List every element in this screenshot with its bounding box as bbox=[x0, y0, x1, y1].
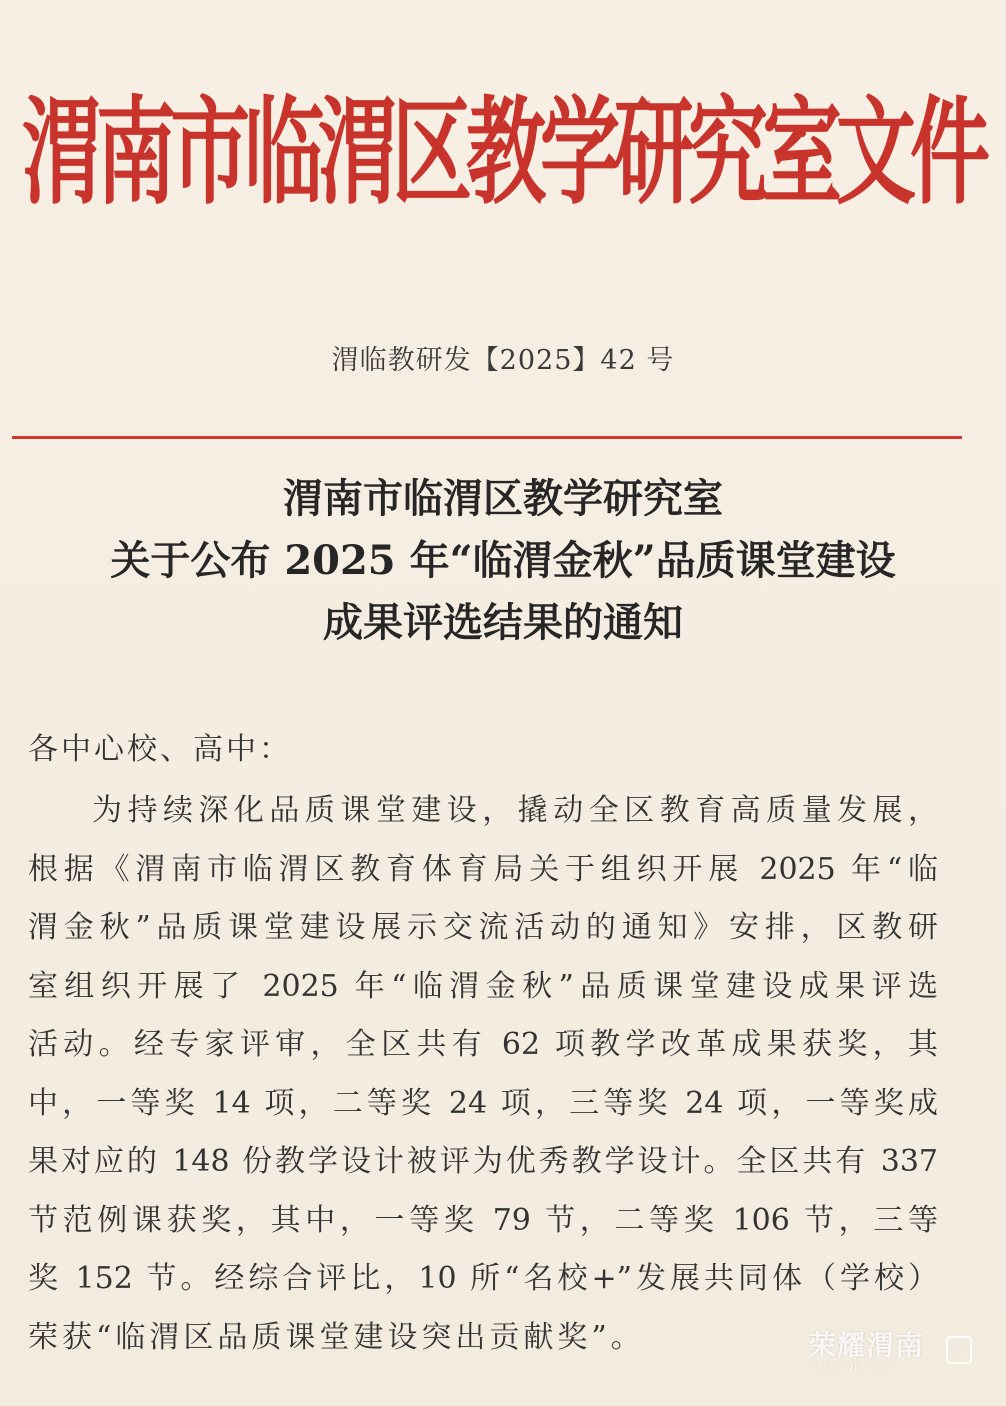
body-line: 活动。经专家评审，全区共有 62 项教学改革成果获奖，其 bbox=[28, 1027, 938, 1062]
body-line: 荣获“临渭区品质课堂建设突出贡献奖”。 bbox=[28, 1319, 645, 1355]
body-line: 奖 152 节。经综合评比，10 所“名校+”发展共同体（学校） bbox=[28, 1261, 938, 1296]
body-line: 为持续深化品质课堂建设，撬动全区教育高质量发展， bbox=[92, 793, 938, 828]
app-icon: APP bbox=[946, 1336, 972, 1364]
notice-body bbox=[28, 782, 938, 1367]
body-line: 根据《渭南市临渭区教育体育局关于组织开展 2025 年“临 bbox=[28, 851, 938, 887]
body-line: 渭金秋”品质课堂建设展示交流活动的通知》安排，区教研 bbox=[28, 910, 938, 945]
watermark-brand: 荣耀渭南 bbox=[808, 1329, 925, 1362]
notice-title-line-3: 成果评选结果的通知 bbox=[323, 599, 683, 646]
watermark-url: YEWN.CN bbox=[812, 1363, 897, 1373]
notice-title-line-1: 渭南市临渭区教学研究室 bbox=[283, 475, 723, 522]
salutation: 各中心校、高中： bbox=[28, 732, 292, 767]
body-line: 室组织开展了 2025 年“临渭金秋”品质课堂建设成果评选 bbox=[28, 968, 938, 1004]
red-divider-line bbox=[12, 436, 962, 439]
body-line: 中，一等奖 14 项，二等奖 24 项，三等奖 24 项，一等奖成 bbox=[28, 1085, 938, 1121]
masthead-title: 渭南市临渭区教学研究室文件 bbox=[22, 85, 984, 221]
notice-title bbox=[0, 468, 1006, 654]
body-line: 节范例课获奖，其中，一等奖 79 节，二等奖 106 节，三等 bbox=[28, 1202, 938, 1238]
notice-title-line-2: 关于公布 2025 年“临渭金秋”品质课堂建设 bbox=[110, 537, 896, 584]
watermark-logo bbox=[808, 1330, 978, 1390]
document-number: 渭临教研发【2025】42 号 bbox=[331, 345, 675, 376]
body-line: 果对应的 148 份教学设计被评为优秀教学设计。全区共有 337 bbox=[28, 1144, 938, 1179]
